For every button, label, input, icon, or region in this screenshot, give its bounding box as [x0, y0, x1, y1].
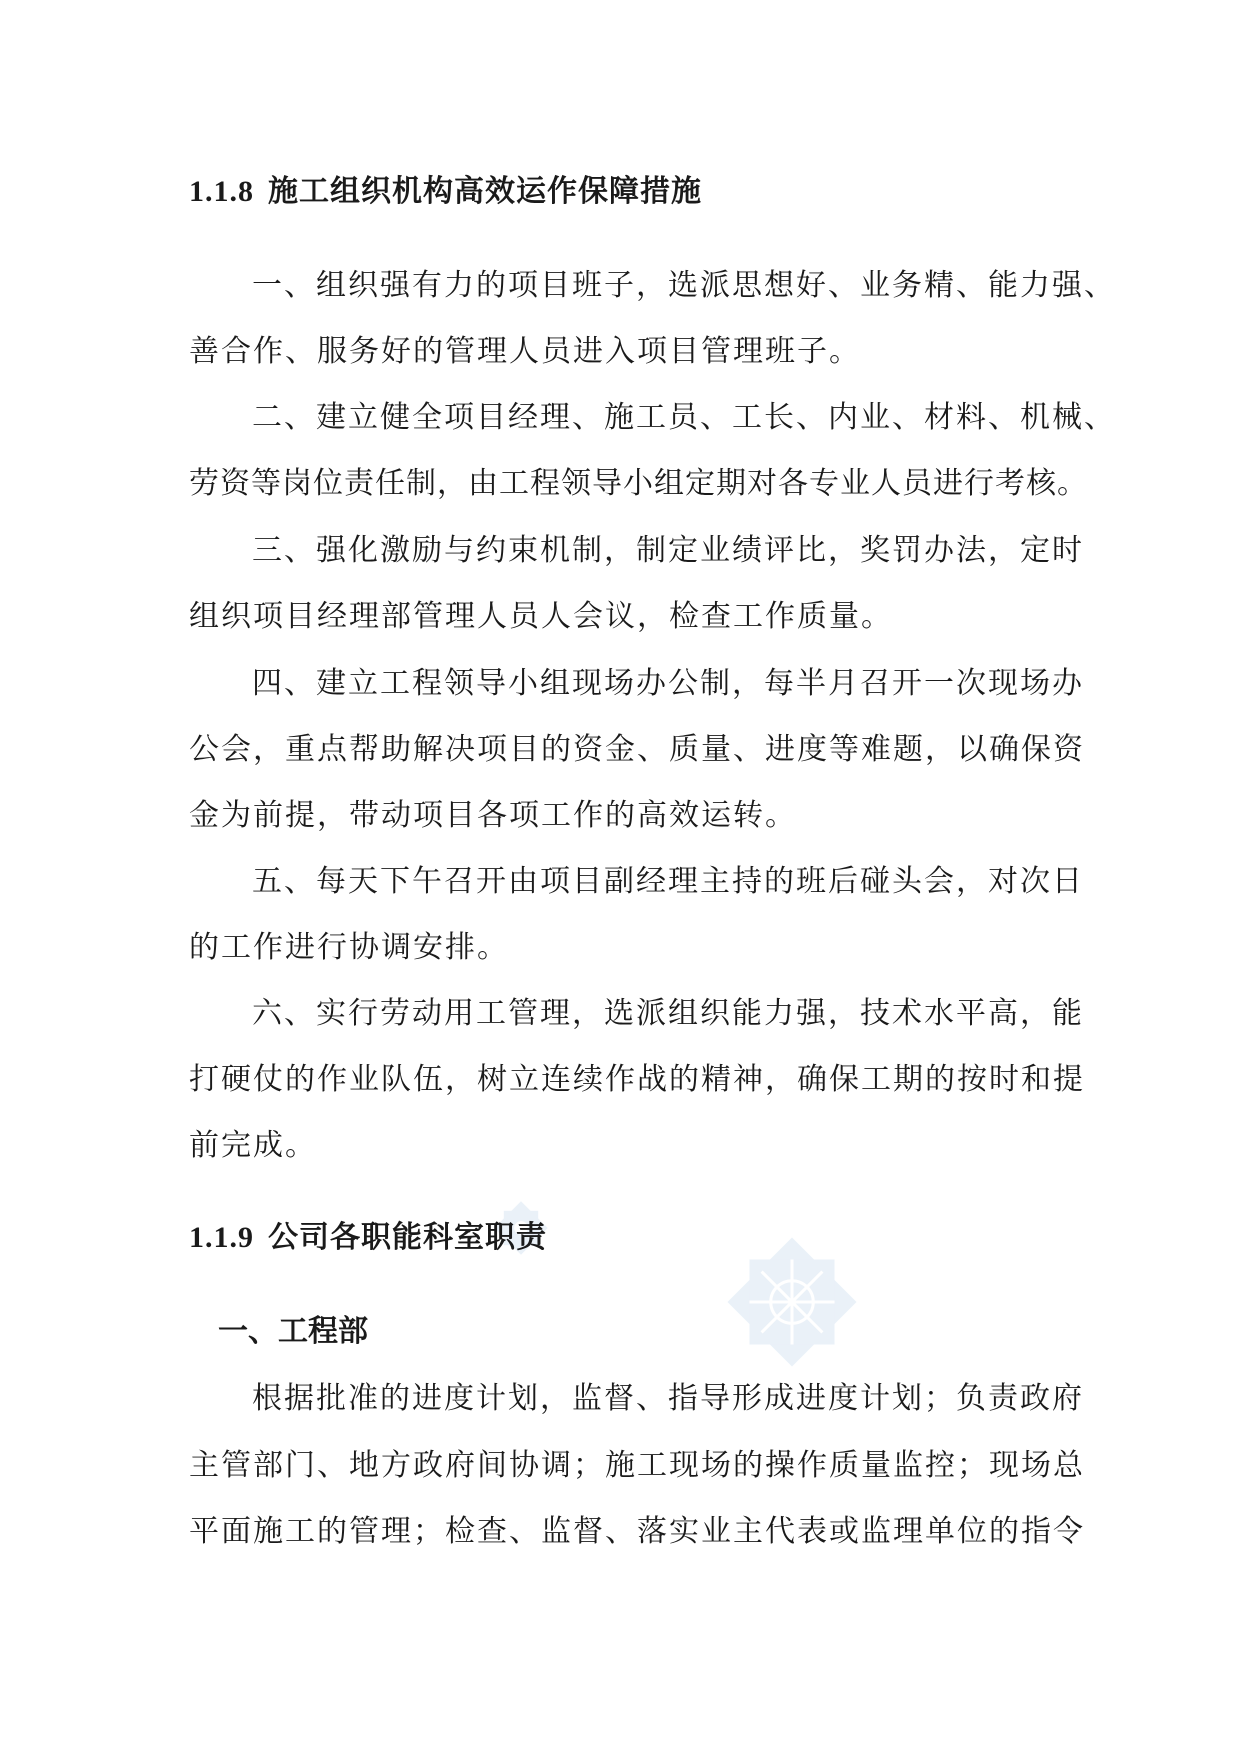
section-number: 1.1.9	[189, 1221, 254, 1254]
section-heading-119	[189, 1218, 547, 1258]
paragraph-line: 平面施工的管理；检查、监督、落实业主代表或监理单位的指令	[189, 1514, 1085, 1549]
section-title: 公司各职能科室职责	[268, 1220, 547, 1255]
paragraph-line: 三、强化激励与约束机制，制定业绩评比，奖罚办法，定时	[252, 533, 1084, 568]
section-title: 施工组织机构高效运作保障措施	[268, 174, 702, 209]
paragraph-line: 善合作、服务好的管理人员进入项目管理班子。	[189, 334, 861, 369]
paragraph-line: 主管部门、地方政府间协调；施工现场的操作质量监控；现场总	[189, 1448, 1085, 1483]
paragraph-line: 劳资等岗位责任制，由工程领导小组定期对各专业人员进行考核。	[189, 466, 1088, 501]
paragraph-line: 金为前提，带动项目各项工作的高效运转。	[189, 798, 797, 833]
paragraph-line: 根据批准的进度计划，监督、指导形成进度计划；负责政府	[252, 1381, 1084, 1416]
paragraph-line: 公会，重点帮助解决项目的资金、质量、进度等难题，以确保资	[189, 732, 1085, 767]
subheading-engineering-dept: 一、工程部	[218, 1314, 368, 1349]
section-number: 1.1.8	[189, 175, 254, 208]
paragraph-line: 五、每天下午召开由项目副经理主持的班后碰头会，对次日	[252, 864, 1084, 899]
section-heading-118	[189, 172, 702, 212]
paragraph-line: 二、建立健全项目经理、施工员、工长、内业、材料、机械、	[252, 400, 1116, 435]
paragraph-line: 前完成。	[189, 1128, 317, 1163]
paragraph-line: 的工作进行协调安排。	[189, 930, 509, 965]
paragraph-line: 组织项目经理部管理人员人会议，检查工作质量。	[189, 599, 893, 634]
paragraph-line: 一、组织强有力的项目班子，选派思想好、业务精、能力强、	[252, 268, 1116, 303]
paragraph-line: 六、实行劳动用工管理，选派组织能力强，技术水平高，能	[252, 996, 1084, 1031]
paragraph-line: 打硬仗的作业队伍，树立连续作战的精神，确保工期的按时和提	[189, 1062, 1085, 1097]
paragraph-line: 四、建立工程领导小组现场办公制，每半月召开一次现场办	[252, 666, 1084, 701]
watermark-logo-icon	[716, 1226, 868, 1378]
